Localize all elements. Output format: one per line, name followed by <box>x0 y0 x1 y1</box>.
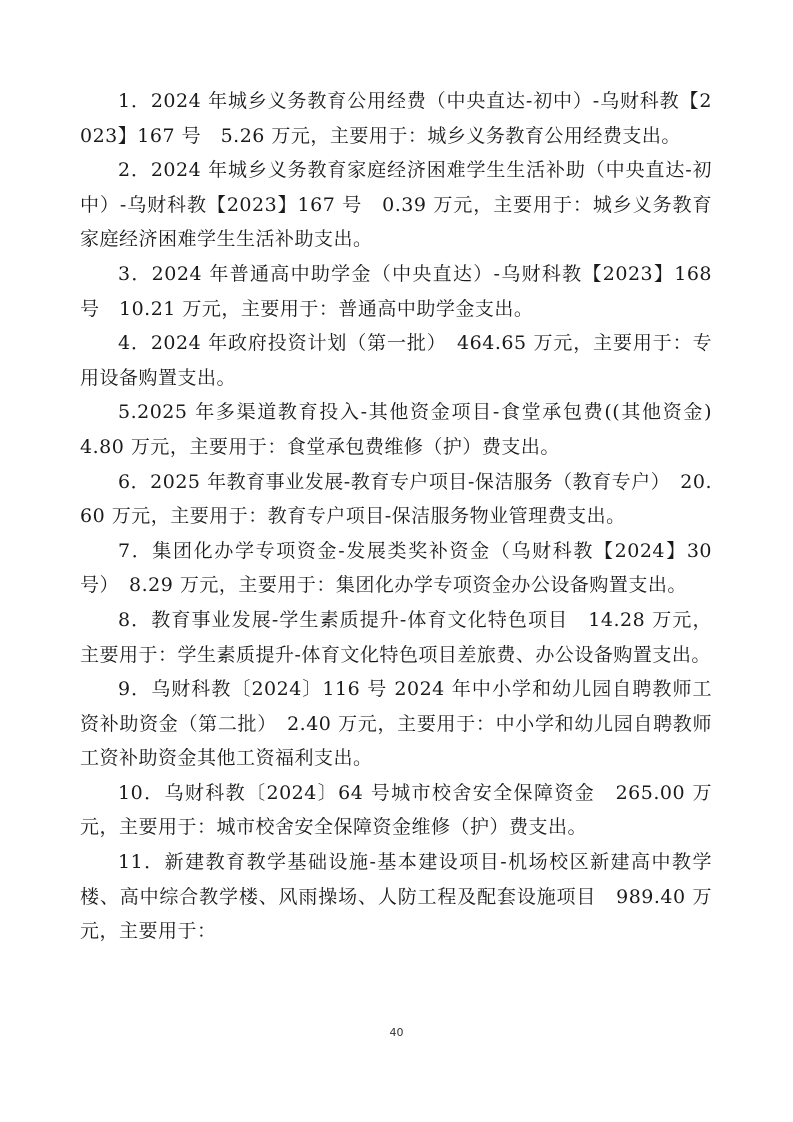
page-number: 40 <box>389 1026 404 1039</box>
paragraph-1: 1．2024 年城乡义务教育公用经费（中央直达-初中）-乌财科教【2023】167 号 5.26 万元，主要用于：城乡义务教育公用经费支出。 <box>80 90 712 147</box>
paragraph-9: 9．乌财科教〔2024〕116 号 2024 年中小学和幼儿园自聘教师工资补助资金（第二批） 2.40 万元，主要用于：中小学和幼儿园自聘教师工资补助资金其他工资福利支出。 <box>80 678 712 770</box>
paragraph-6: 6．2025 年教育事业发展-教育专户项目-保洁服务（教育专户） 20.60 万元，主要用于：教育专户项目-保洁服务物业管理费支出。 <box>80 470 712 528</box>
document-body <box>80 84 732 949</box>
paragraph-8: 8．教育事业发展-学生素质提升-体育文化特色项目 14.28 万元，主要用于：学生素质提升-体育文化特色项目差旅费、办公设备购置支出。 <box>80 608 712 666</box>
paragraph-4: 4．2024 年政府投资计划（第一批） 464.65 万元，主要用于：专用设备购置支出。 <box>80 332 712 389</box>
paragraph-7: 7．集团化办学专项资金-发展类奖补资金（乌财科教【2024】30 号） 8.29 万元，主要用于：集团化办学专项资金办公设备购置支出。 <box>80 539 712 597</box>
paragraph-2: 2．2024 年城乡义务教育家庭经济困难学生生活补助（中央直达-初中）-乌财科教【2023】167 号 0.39 万元，主要用于：城乡义务教育家庭经济困难学生生活补助支出。 <box>80 159 712 251</box>
paragraph-10: 10．乌财科教〔2024〕64 号城市校舍安全保障资金 265.00 万元，主要用于：城市校舍安全保障资金维修（护）费支出。 <box>80 781 712 839</box>
paragraph-5: 5.2025 年多渠道教育投入-其他资金项目-食堂承包费((其他资金) 4.80 万元，主要用于：食堂承包费维修（护）费支出。 <box>80 401 732 458</box>
paragraph-11: 11．新建教育教学基础设施-基本建设项目-机场校区新建高中教学楼、高中综合教学楼、风雨操场、人防工程及配套设施项目 989.40 万元，主要用于： <box>80 851 712 943</box>
paragraph-3: 3．2024 年普通高中助学金（中央直达）-乌财科教【2023】168 号 10.21 万元，主要用于：普通高中助学金支出。 <box>80 262 712 320</box>
